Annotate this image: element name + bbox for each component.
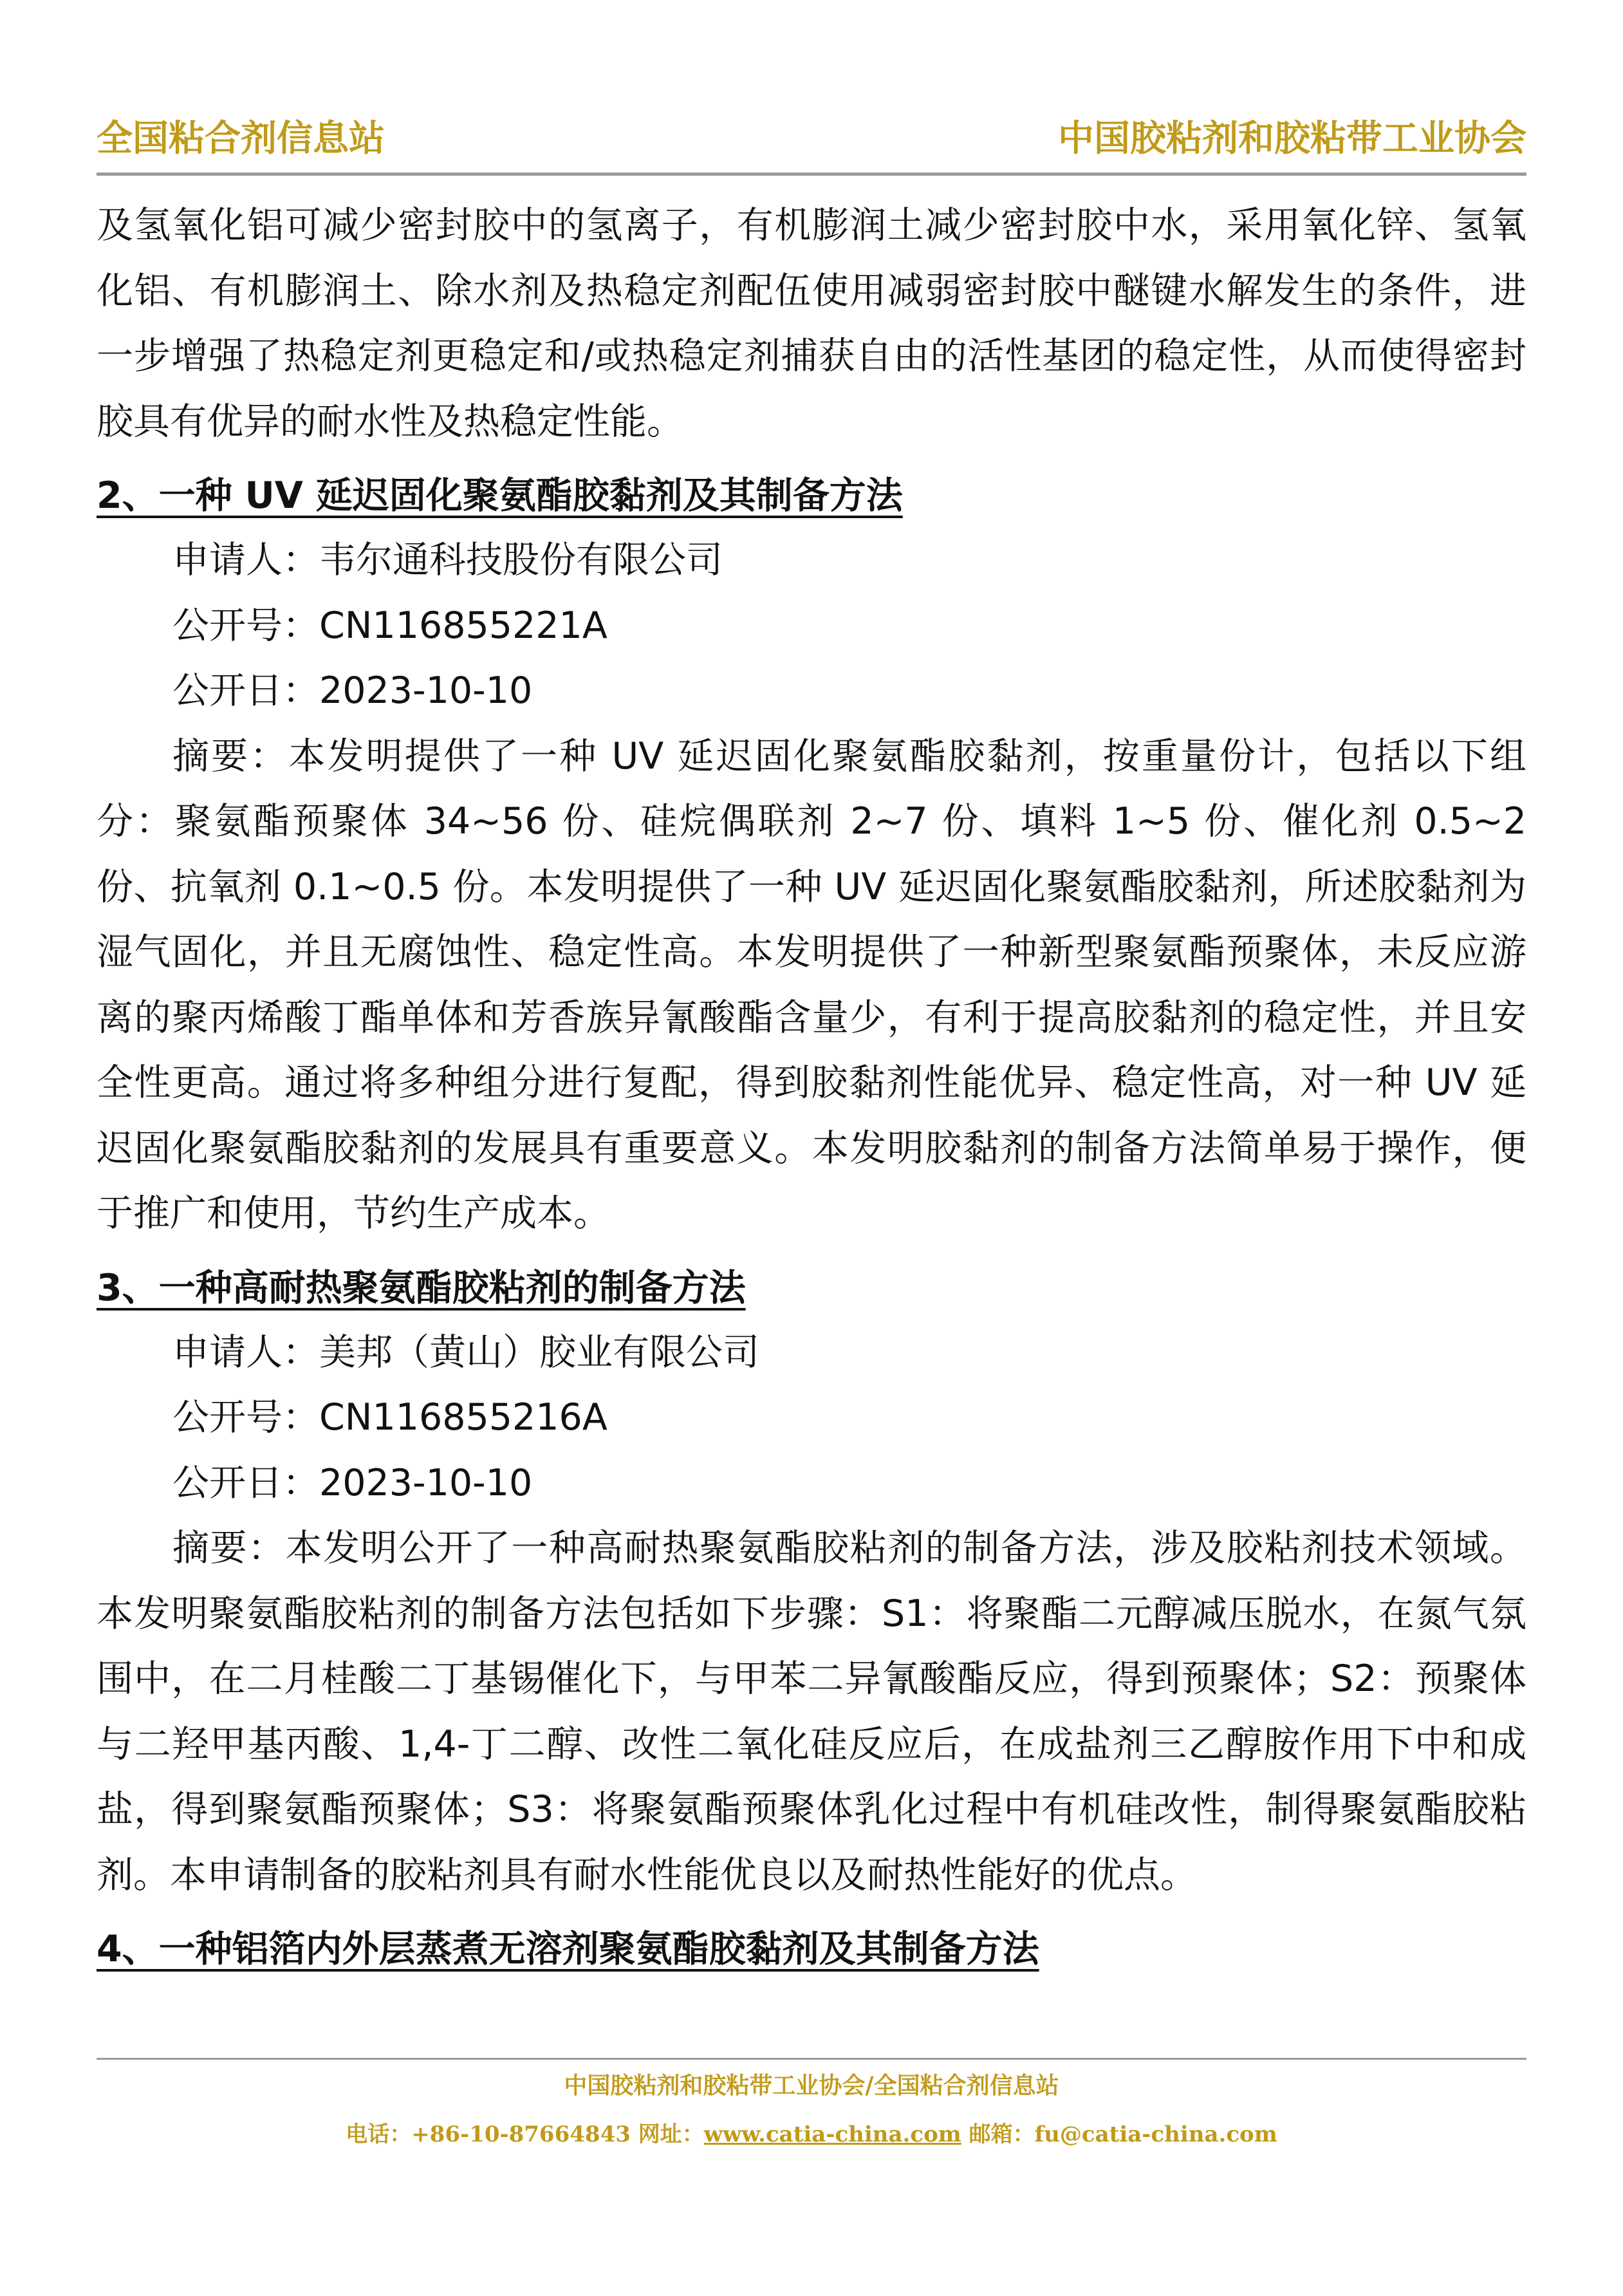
footer-email-label: 邮箱： xyxy=(969,2122,1035,2147)
patent-title: 3、一种高耐热聚氨酯胶粘剂的制备方法 xyxy=(97,1266,746,1309)
patent-title: 4、一种铝箔内外层蒸煮无溶剂聚氨酯胶黏剂及其制备方法 xyxy=(97,1928,1039,1970)
patent-applicant: 申请人：美邦（黄山）胶业有限公司 xyxy=(172,1330,759,1374)
header-divider xyxy=(97,173,1526,176)
patent-abstract: 摘要：本发明公开了一种高耐热聚氨酯胶粘剂的制备方法，涉及胶粘剂技术领域。本发明聚氨酯胶粘剂的制备方法包括如下步骤：S1：将聚酯二元醇减压脱水，在氮气氛围中，在二月桂酸二丁基锡催化下，与甲苯二异氰酸酯反应，得到预聚体；S2：预聚体与二羟甲基丙酸、1,4-丁二醇、改性二氧化硅反应后，在成盐剂三乙醇胺作用下中和成盐，得到聚氨酯预聚体；S3：将聚氨酯预聚体乳化过程中有机硅改性，制得聚氨酯胶粘剂。本申请制备的胶粘剂具有耐水性能优良以及耐热性能好的优点。 xyxy=(97,1527,1526,1896)
patent-entry-3 xyxy=(97,1256,1526,1909)
page-content xyxy=(97,193,1526,1981)
patent-title: 2、一种 UV 延迟固化聚氨酯胶黏剂及其制备方法 xyxy=(97,474,903,517)
intro-paragraph: 及氢氧化铝可减少密封胶中的氢离子，有机膨润土减少密封胶中水，采用氧化锌、氢氧化铝、有机膨润土、除水剂及热稳定剂配伍使用减弱密封胶中醚键水解发生的条件，进一步增强了热稳定剂更稳定和/或热稳定剂捕获自由的活性基团的稳定性，从而使得密封胶具有优异的耐水性及热稳定性能。 xyxy=(97,204,1526,443)
patent-pub-date: 公开日：2023-10-10 xyxy=(172,669,533,712)
footer-contact xyxy=(0,2116,1623,2152)
header-right-title: 中国胶粘剂和胶粘带工业协会 xyxy=(1058,118,1526,160)
patent-pub-date: 公开日：2023-10-10 xyxy=(172,1461,533,1504)
patent-pub-number: 公开号：CN116855221A xyxy=(172,604,607,647)
footer-email: fu@catia-china.com xyxy=(1034,2122,1277,2147)
footer-organization: 中国胶粘剂和胶粘带工业协会/全国粘合剂信息站 xyxy=(564,2072,1059,2099)
footer-phone: 电话：+86-10-87664843 xyxy=(346,2122,631,2147)
patent-abstract: 摘要：本发明提供了一种 UV 延迟固化聚氨酯胶黏剂，按重量份计，包括以下组分：聚氨酯预聚体 34~56 份、硅烷偶联剂 2~7 份、填料 1~5 份、催化剂 0.5~2 份、抗氧剂 0.1~0.5 份。本发明提供了一种 UV 延迟固化聚氨酯胶黏剂，所述胶黏剂为湿气固化，并且无腐蚀性、稳定性高。本发明提供了一种新型聚氨酯预聚体，未反应游离的聚丙烯酸丁酯单体和芳香族异氰酸酯含量少，有利于提高胶黏剂的稳定性，并且安全性更高。通过将多种组分进行复配，得到胶黏剂性能优异、稳定性高，对一种 UV 延迟固化聚氨酯胶黏剂的发展具有重要意义。本发明胶黏剂的制备方法简单易于操作，便于推广和使用，节约生产成本。 xyxy=(97,734,1526,1235)
header-left-title: 全国粘合剂信息站 xyxy=(97,118,385,160)
patent-pub-number: 公开号：CN116855216A xyxy=(172,1396,607,1439)
footer-website-link[interactable]: www.catia-china.com xyxy=(703,2122,961,2147)
patent-entry-2 xyxy=(97,463,1526,1247)
footer-site-label: 网址： xyxy=(638,2122,704,2147)
footer-divider xyxy=(97,2058,1526,2060)
page-header xyxy=(97,115,1526,174)
patent-entry-4 xyxy=(97,1917,1526,1981)
patent-applicant: 申请人：韦尔通科技股份有限公司 xyxy=(172,539,723,581)
